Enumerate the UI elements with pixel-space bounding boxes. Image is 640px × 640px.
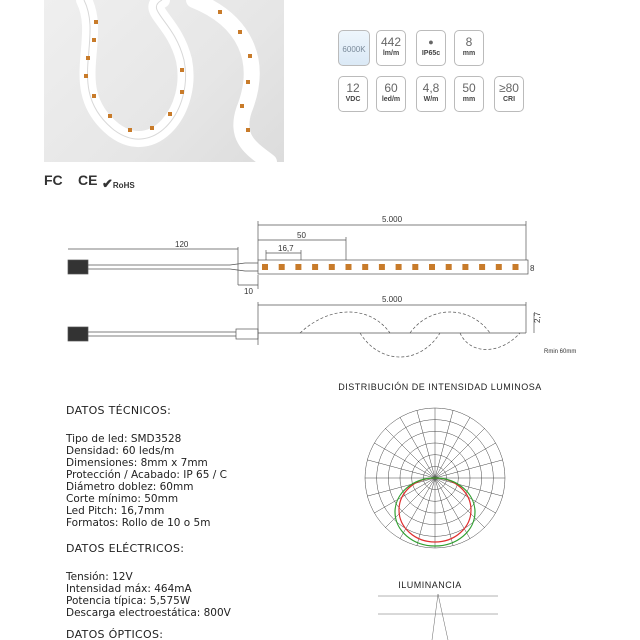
iluminancia-diagram [378,594,498,640]
datos-electricos-section [66,542,231,619]
led-chip-icon [513,264,519,270]
datos_tecnicos-line: Corte mínimo: 50mm [66,493,179,505]
spec-value: 442 [380,35,402,49]
dim-width: 8 [530,264,535,273]
led-chip-icon [446,264,452,270]
led-chip-icon [180,90,184,94]
datos-opticos-title: DATOS ÓPTICOS: [66,628,164,640]
iluminancia-title: ILUMINANCIA [398,580,462,590]
led-chip-icon [108,114,112,118]
datos_electricos-line: Tensión: 12V [66,571,133,583]
spec-value: 12 [346,81,360,95]
ip-drop-icon: ● [428,37,434,47]
fcc-logo-icon: FC [44,172,63,188]
dim-height: 2,7 [533,311,542,323]
datos_electricos-line: Descarga electroestática: 800V [66,607,231,619]
polar-intensity-diagram [355,398,515,558]
datos-tecnicos-title: DATOS TÉCNICOS: [66,404,172,417]
spec-value: 50 [462,81,476,95]
datos_electricos-line: Intensidad máx: 464mA [66,583,192,595]
dim-cable: 120 [175,240,189,249]
led-chip-icon [329,264,335,270]
led-chip-icon [238,30,242,34]
dim-bend: Rmin 60mm [544,349,577,355]
rohs-label: RoHS [112,181,135,190]
rohs-logo-icon [102,176,135,192]
led-chip-icon [295,264,301,270]
spec-unit: W/m [423,96,439,103]
ce-logo-icon: CE [78,172,98,188]
datos-electricos-title: DATOS ELÉCTRICOS: [66,542,185,555]
led-chip-icon [346,264,352,270]
product-photo [44,0,284,162]
led-chip-icon [218,10,222,14]
spec-value: 60 [384,81,398,95]
datos_electricos-line: Potencia típica: 5,575W [66,595,191,607]
spec-value: 6000K [342,45,366,54]
led-chip-icon [248,54,252,58]
spec-unit: VDC [345,96,361,103]
datos_tecnicos-line: Densidad: 60 leds/m [66,445,175,457]
spec-icon-1 [376,30,406,66]
spec-unit: lm/m [382,50,400,57]
datos_tecnicos-line: Dimensiones: 8mm x 7mm [66,457,208,469]
led-chip-icon [462,264,468,270]
datos_tecnicos-line: Tipo de led: SMD3528 [66,433,182,445]
led-chip-icon [479,264,485,270]
led-chip-icon [262,264,268,270]
datos-tecnicos-section [66,404,227,529]
led-chip-icon [246,80,250,84]
dim-segment: 50 [297,231,306,240]
led-chip-icon [396,264,402,270]
connector-bottom-icon [68,327,88,341]
spec-icon-2 [416,30,446,66]
spec-icon-0 [338,30,370,66]
spec-value: ≥80 [499,81,519,95]
led-chip-icon [279,264,285,270]
rohs-check-icon: ✔ [102,176,113,191]
datos_tecnicos-line: Protección / Acabado: IP 65 / C [66,469,227,481]
led-chip-icon [246,128,250,132]
led-chip-icon [92,38,96,42]
spec-icon-5 [376,76,406,112]
spec-unit: mm [462,96,476,103]
datos_tecnicos-line: Diámetro doblez: 60mm [66,481,194,493]
led-chip-icon [150,126,154,130]
led-chip-icon [180,68,184,72]
led-chip-icon [168,112,172,116]
spec-unit: CRI [502,96,516,103]
polar-chart-title: DISTRIBUCIÓN DE INTENSIDAD LUMINOSA [338,382,542,392]
datos_tecnicos-line: Formatos: Rollo de 10 o 5m [66,517,211,529]
spec-icon-4 [338,76,368,112]
led-chip-icon [128,128,132,132]
dim-length-top: 5.000 [382,215,403,224]
led-chip-icon [429,264,435,270]
led-chip-icon [86,56,90,60]
spec-unit: mm [462,50,476,57]
dim-pitch: 16,7 [278,244,294,253]
spec-icon-3 [454,30,484,66]
dim-length-bottom: 5.000 [382,295,403,304]
led-chip-icon [94,20,98,24]
dim-tail: 10 [244,287,253,296]
led-chip-icon [412,264,418,270]
led-chip-icon [362,264,368,270]
led-strip-photo [44,0,284,162]
datos-opticos-section [66,628,163,640]
spec-unit: IP65c [421,50,441,57]
spec-icon-8 [494,76,524,112]
led-chip-icon [379,264,385,270]
spec-icon-6 [416,76,446,112]
led-chip-icon [92,94,96,98]
technical-drawing [0,205,640,375]
spec-value: 8 [465,35,473,49]
spec-icon-7 [454,76,484,112]
datos_tecnicos-line: Led Pitch: 16,7mm [66,505,165,517]
spec-unit: led/m [381,96,401,103]
led-chip-icon [312,264,318,270]
led-chip-icon [84,74,88,78]
led-chip-icon [496,264,502,270]
connector-top-icon [68,260,88,274]
spec-value: 4,8 [422,81,440,95]
led-chip-icon [240,104,244,108]
